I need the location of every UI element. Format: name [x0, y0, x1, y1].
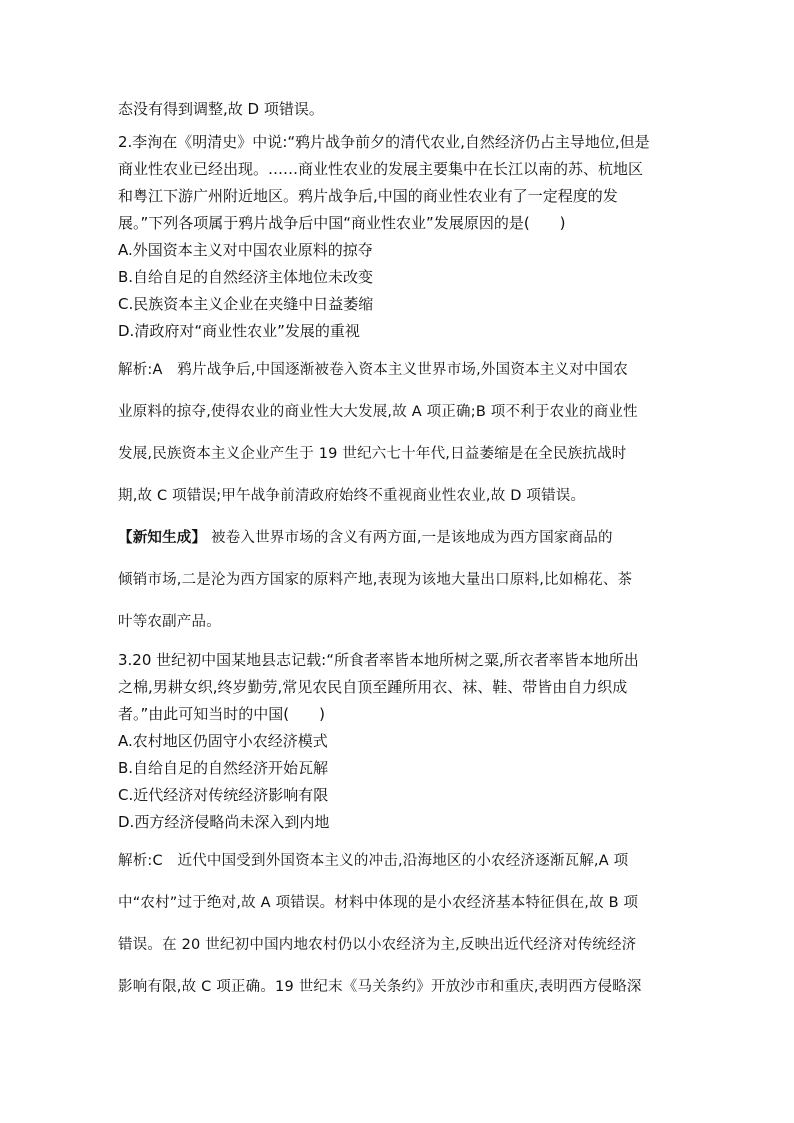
question-2: [118, 129, 678, 643]
question-2-line: 和粤江下游广州附近地区。鸦片战争后,中国的商业性农业有了一定程度的发: [118, 187, 618, 205]
question-3-option-d: D.西方经济侵略尚未深入到内地: [118, 813, 330, 831]
question-3-option-a: A.农村地区仍固守小农经济模式: [118, 732, 328, 750]
analysis-line: 期,故 C 项错误;甲午战争前清政府始终不重视商业性农业,故 D 项错误。: [118, 488, 586, 504]
question-3-analysis: [118, 840, 678, 1008]
insight-line: 叶等农副产品。: [118, 614, 221, 630]
insight-line: [118, 517, 678, 559]
question-3-line: 之棉,男耕女织,终岁勤劳,常见农民自顶至踵所用衣、袜、鞋、带皆由自力织成: [118, 678, 628, 696]
question-2-line: 2.李洵在《明清史》中说:“鸦片战争前夕的清代农业,自然经济仍占主导地位,但是: [118, 133, 650, 151]
insight-block: [118, 517, 678, 643]
question-3-option-b: B.自给自足的自然经济开始瓦解: [118, 759, 329, 777]
analysis-line: 影响有限,故 C 项正确。19 世纪末《马关条约》开放沙市和重庆,表明西方侵略深: [118, 979, 642, 995]
question-2-line: 商业性农业已经出现。……商业性农业的发展主要集中在长江以南的苏、杭地区: [118, 160, 644, 178]
continuation-text: 态没有得到调整,故 D 项错误。: [118, 100, 324, 118]
question-2-line: 展。”下列各项属于鸦片战争后中国“商业性农业”发展原因的是( ): [118, 214, 566, 232]
question-2-analysis: [118, 349, 678, 517]
analysis-line: 中“农村”过于绝对,故 A 项错误。材料中体现的是小农经济基本特征俱在,故 B 项: [118, 895, 639, 911]
insight-label: 【新知生成】: [118, 530, 207, 546]
analysis-line: 发展,民族资本主义企业产生于 19 世纪六七十年代,日益萎缩是在全民族抗战时: [118, 446, 627, 462]
question-2-option-c: C.民族资本主义企业在夹缝中日益萎缩: [118, 295, 374, 313]
document-page: [118, 96, 678, 1008]
question-3-option-c: C.近代经济对传统经济影响有限: [118, 786, 329, 804]
question-2-option-d: D.清政府对“商业性农业”发展的重视: [118, 322, 360, 340]
insight-text: 被卷入世界市场的含义有两方面,一是该地成为西方国家商品的: [211, 530, 613, 546]
analysis-line: 解析:A 鸦片战争后,中国逐渐被卷入资本主义世界市场,外国资本主义对中国农: [118, 362, 628, 378]
question-2-option-b: B.自给自足的自然经济主体地位未改变: [118, 268, 374, 286]
question-2-option-a: A.外国资本主义对中国农业原料的掠夺: [118, 241, 373, 259]
analysis-line: 错误。在 20 世纪初中国内地农村仍以小农经济为主,反映出近代经济对传统经济: [118, 937, 637, 953]
insight-line: 倾销市场,二是沦为西方国家的原料产地,表现为该地大量出口原料,比如棉花、茶: [118, 572, 633, 588]
question-3-line: 3.20 世纪初中国某地县志记载:“所食者率皆本地所树之粟,所衣者率皆本地所出: [118, 651, 639, 669]
analysis-line: 解析:C 近代中国受到外国资本主义的冲击,沿海地区的小农经济逐渐瓦解,A 项: [118, 853, 629, 869]
question-3: [118, 647, 678, 1008]
analysis-line: 业原料的掠夺,使得农业的商业性大大发展,故 A 项正确;B 项不利于农业的商业性: [118, 404, 638, 420]
question-3-line: 者。”由此可知当时的中国( ): [118, 705, 325, 723]
